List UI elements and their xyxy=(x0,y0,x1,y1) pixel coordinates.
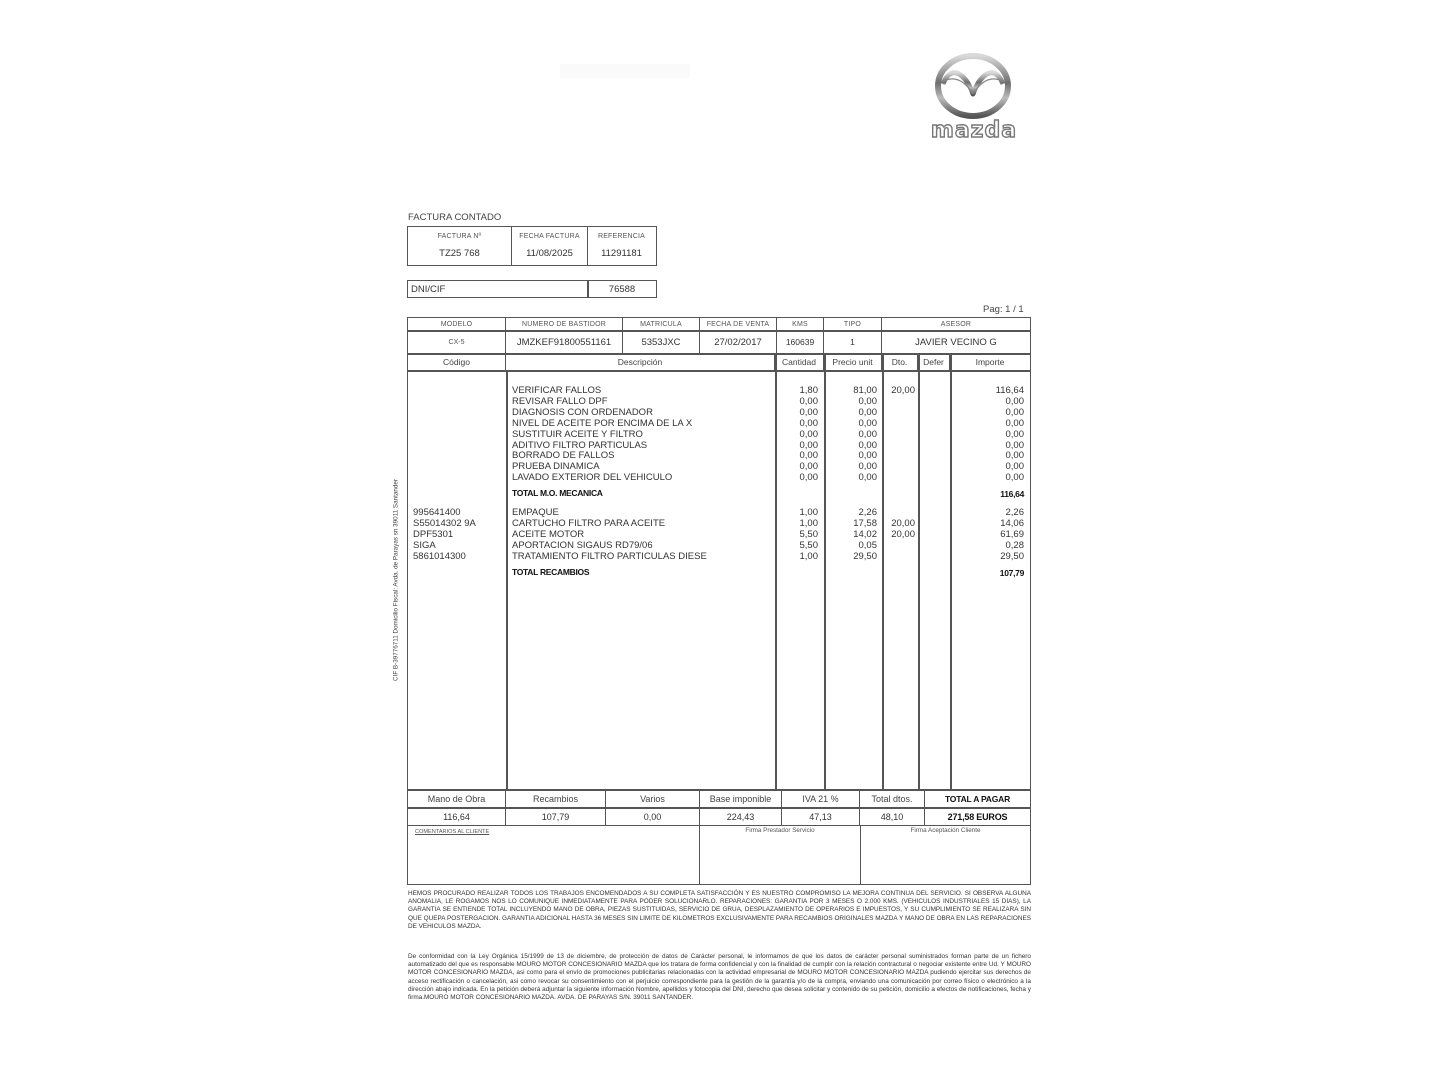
vehicle-header-vin: NUMERO DE BASTIDOR xyxy=(506,318,623,330)
labor-item-row xyxy=(408,472,1030,483)
item-description: TRATAMIENTO FILTRO PARTICULAS DIESE xyxy=(512,550,707,562)
totals-header-taxable-base: Base imponible xyxy=(700,790,782,807)
parts-item-row xyxy=(408,540,1030,551)
col-header-quantity: Cantidad xyxy=(775,354,824,370)
page-number: Pag: 1 / 1 xyxy=(983,304,1024,315)
invoice-number-cell xyxy=(408,227,512,265)
dni-value: 76588 xyxy=(608,284,636,295)
totals-values-row xyxy=(408,808,1030,825)
dni-label: DNI/CIF xyxy=(411,284,446,295)
item-description: CARTUCHO FILTRO PARA ACEITE xyxy=(512,517,666,529)
item-unit-price: 0,00 xyxy=(858,417,877,429)
vehicle-sale-date: 27/02/2017 xyxy=(700,331,777,353)
invoice-type-label: FACTURA CONTADO xyxy=(408,212,502,223)
item-description: REVISAR FALLO DPF xyxy=(512,395,608,407)
item-amount: 0,00 xyxy=(1005,450,1024,462)
warranty-text: HEMOS PROCURADO REALIZAR TODOS LOS TRABAJOS ENCOMENDADOS A SU COMPLETA SATISFACCIÓN Y ES NUESTRO COMPROMISO LA MEJORA CONTINUA DEL SERVICIO. SI OBSERVA ALGUNA ANOMALIA, LE ROGAMOS NOS LO COMUNIQUE INMEDIATAMENTE PARA PODER SOLUCIONARLO. REPARACIONES: GARANTIA POR 3 MESES O 2.000 KMS. (VEHICULOS INDUSTRIALES 15 DIAS), LA GARANTIA SE ENTIENDE TOTAL INCLUYENDO MANO DE OBRA, PIEZAS SUSTITUIDAS, SERVICIO DE GRUA, DESPLAZAMIENTO DE OPERARIOS E IMPUESTOS, Y SU CUMPLIMIENTO SE REALIZARA SIN QUE QUEPA POSTERGACION. GARANTIA ADICIONAL HASTA 36 MESES SIN LIMITE DE KILOMETROS EXCLUSIVAMENTE PARA RECAMBIOS ORIGINALES MAZDA Y MANO DE OBRA EN LAS REPARACIONES DE VEHICULOS MAZDA. xyxy=(408,890,1031,930)
parts-item-row xyxy=(408,518,1030,529)
vehicle-header-model: MODELO xyxy=(408,318,506,330)
col-header-unit-price: Precio unit xyxy=(824,354,882,370)
total-discounts: 48,10 xyxy=(860,808,925,825)
col-header-description: Descripción xyxy=(506,354,775,370)
parts-item-row xyxy=(408,529,1030,540)
total-parts: 107,79 xyxy=(506,808,606,825)
parts-item-row xyxy=(408,507,1030,518)
footer-boxes xyxy=(407,825,1031,885)
item-unit-price: 2,26 xyxy=(858,507,877,518)
taxable-base: 224,43 xyxy=(700,808,782,825)
item-code: 995641400 xyxy=(413,507,461,518)
item-unit-price: 0,00 xyxy=(858,439,877,451)
totals-header-parts: Recambios xyxy=(506,790,606,807)
labor-item-row xyxy=(408,440,1030,451)
item-quantity: 0,00 xyxy=(799,450,818,462)
item-amount: 116,64 xyxy=(995,385,1024,396)
item-description: BORRADO DE FALLOS xyxy=(512,450,615,462)
col-header-code: Código xyxy=(408,354,506,370)
item-amount: 0,00 xyxy=(1005,428,1024,440)
parts-total-label: TOTAL RECAMBIOS xyxy=(512,566,590,577)
item-quantity: 1,80 xyxy=(799,385,818,396)
vehicle-type: 1 xyxy=(824,331,882,353)
labor-item-row xyxy=(408,429,1030,440)
item-quantity: 5,50 xyxy=(799,539,818,551)
totals-header-row xyxy=(408,790,1030,807)
invoice-reference-label: REFERENCIA xyxy=(597,233,646,240)
item-amount: 0,00 xyxy=(1005,417,1024,429)
item-unit-price: 17,58 xyxy=(853,517,877,529)
provider-signature-label: Firma Prestador Servicio xyxy=(745,827,815,834)
item-code: 5861014300 xyxy=(413,550,466,562)
item-amount: 0,00 xyxy=(1005,472,1024,484)
labor-total-label: TOTAL M.O. MECANICA xyxy=(512,488,603,499)
item-unit-price: 29,50 xyxy=(853,550,877,562)
vehicle-kms: 160639 xyxy=(777,331,824,353)
comments-label: COMENTARIOS AL CLIENTE xyxy=(415,829,490,835)
item-description: ADITIVO FILTRO PARTICULAS xyxy=(512,439,648,451)
labor-item-row xyxy=(408,396,1030,407)
item-quantity: 0,00 xyxy=(799,461,818,473)
item-amount: 2,26 xyxy=(1005,507,1024,518)
item-description: VERIFICAR FALLOS xyxy=(512,385,602,396)
divider xyxy=(408,370,1030,372)
totals-header-misc: Varios xyxy=(606,790,700,807)
item-discount: 20,00 xyxy=(891,517,915,529)
item-discount: 20,00 xyxy=(891,528,915,540)
dni-box xyxy=(407,280,657,298)
item-amount: 0,28 xyxy=(1005,539,1024,551)
invoice-number-label: FACTURA Nº xyxy=(437,233,482,240)
totals-header-total-due: TOTAL A PAGAR xyxy=(944,793,1011,804)
labor-item-row xyxy=(408,385,1030,396)
comments-box xyxy=(408,825,700,884)
invoice-date-cell xyxy=(512,227,588,265)
labor-item-row xyxy=(408,461,1030,472)
item-unit-price: 0,00 xyxy=(858,406,877,418)
item-amount: 29,50 xyxy=(1000,550,1024,562)
item-description: APORTACION SIGAUS RD79/06 xyxy=(512,539,653,551)
item-amount: 0,00 xyxy=(1005,439,1024,451)
item-quantity: 0,00 xyxy=(799,406,818,418)
item-unit-price: 0,00 xyxy=(858,428,877,440)
item-amount: 0,00 xyxy=(1005,406,1024,418)
invoice-reference-cell xyxy=(588,227,655,265)
item-unit-price: 81,00 xyxy=(853,385,877,396)
privacy-text: De conformidad con la Ley Orgánica 15/1999 de 13 de diciembre, de protección de datos de Carácter personal, le informamos de que los datos de carácter personal suministrados forman parte de un fichero automatizado del que es responsable MOURO MOTOR CONCESIONARIO MAZDA que los tratara de forma confidencial y con la finalidad de cumplir con la relación contractural o negociar existente entre Ud. Y MOURO MOTOR CONCESIONARIO MAZDA, asi como para el envío de promociones publicitarias relacionadas con la actividad empresarial de MOURO MOTOR CONCESIONARIO MAZDA pudiendo ejercitar sus derechos de acceso rectificación o cancelación, asi como revocar su consentimiento con el perjuicio correspondiente para la gestión de la garantía y/o de la compra, enviando una comunicación por correo físico o electrónico a la dirección abajo indicada. En la petición deberá adjuntar la siguiente información Nombre, apellidos y fotocopia del DNI, derecho que desea solicitar y contenido de su petición, domicilio a efectos de notificaciones, fecha y firma.MOURO MOTOR CONCESIONARIO MAZDA. AVDA. DE PARAYAS S/N. 39011 SANTANDER. xyxy=(408,953,1031,1002)
col-header-amount: Importe xyxy=(975,357,1005,367)
item-amount: 0,00 xyxy=(1005,395,1024,407)
vehicle-header-plate: MATRICULA xyxy=(623,318,700,330)
item-quantity: 0,00 xyxy=(799,472,818,484)
item-code: SIGA xyxy=(413,539,436,551)
vehicle-header-kms: KMS xyxy=(777,318,824,330)
vehicle-plate: 5353JXC xyxy=(623,331,700,353)
item-quantity: 0,00 xyxy=(799,439,818,451)
item-quantity: 1,00 xyxy=(799,550,818,562)
item-code: S55014302 9A xyxy=(413,517,476,529)
totals-header-labor: Mano de Obra xyxy=(408,790,506,807)
vehicle-header-row xyxy=(408,318,1030,330)
vehicle-header-advisor: ASESOR xyxy=(940,320,972,328)
total-labor: 116,64 xyxy=(408,808,506,825)
client-signature-label: Firma Aceptación Cliente xyxy=(910,827,981,834)
invoice-reference: 11291181 xyxy=(601,248,642,259)
total-misc: 0,00 xyxy=(606,808,700,825)
item-quantity: 0,00 xyxy=(799,428,818,440)
mazda-emblem-icon xyxy=(918,48,1028,120)
item-description: ACEITE MOTOR xyxy=(512,528,585,540)
item-unit-price: 0,00 xyxy=(858,461,877,473)
item-quantity: 0,00 xyxy=(799,395,818,407)
scan-artifact xyxy=(560,64,690,78)
vehicle-vin: JMZKEF91800551161 xyxy=(506,331,623,353)
vat-amount: 47,13 xyxy=(782,808,860,825)
total-due: 271,58 EUROS xyxy=(947,811,1008,822)
company-fiscal-info: CIF B-39776711 Domicilio Fiscal: Avda. de Parayas sn 39011 Santander xyxy=(392,479,400,681)
item-quantity: 5,50 xyxy=(799,528,818,540)
labor-item-row xyxy=(408,418,1030,429)
vehicle-values-row xyxy=(408,331,1030,353)
item-code: DPF5301 xyxy=(413,528,454,540)
mazda-logo xyxy=(918,48,1028,148)
col-header-defer: Defer xyxy=(918,354,950,370)
vehicle-header-sale-date: FECHA DE VENTA xyxy=(700,318,777,330)
totals-header-discounts: Total dtos. xyxy=(860,790,925,807)
col-header-discount: Dto. xyxy=(882,354,918,370)
item-unit-price: 0,00 xyxy=(858,472,877,484)
item-quantity: 1,00 xyxy=(799,517,818,529)
provider-signature-box xyxy=(700,825,861,884)
invoice-meta-box xyxy=(407,226,657,266)
invoice-date: 11/08/2025 xyxy=(526,248,573,259)
item-unit-price: 0,05 xyxy=(858,539,877,551)
item-unit-price: 0,00 xyxy=(858,395,877,407)
mazda-wordmark: mazda xyxy=(930,118,1018,143)
totals-header-vat: IVA 21 % xyxy=(782,790,860,807)
parts-total-row xyxy=(408,567,1030,578)
invoice-number: TZ25 768 xyxy=(439,248,480,259)
item-description: LAVADO EXTERIOR DEL VEHICULO xyxy=(512,472,673,484)
item-amount: 61,69 xyxy=(1000,528,1024,540)
labor-total-value: 116,64 xyxy=(1000,489,1024,500)
invoice-date-label: FECHA FACTURA xyxy=(519,233,580,240)
item-quantity: 1,00 xyxy=(799,507,818,518)
item-description: DIAGNOSIS CON ORDENADOR xyxy=(512,406,653,418)
vehicle-model: CX-5 xyxy=(408,331,506,353)
client-signature-box xyxy=(861,825,1030,884)
item-description: SUSTITUIR ACEITE Y FILTRO xyxy=(512,428,643,440)
parts-total-value: 107,79 xyxy=(999,567,1024,578)
item-description: EMPAQUE xyxy=(512,507,559,518)
item-unit-price: 0,00 xyxy=(858,450,877,462)
item-unit-price: 14,02 xyxy=(853,528,877,540)
vehicle-header-type: TIPO xyxy=(824,318,882,330)
items-body xyxy=(408,385,1030,585)
item-description: PRUEBA DINAMICA xyxy=(512,461,600,473)
item-discount: 20,00 xyxy=(891,385,915,396)
item-quantity: 0,00 xyxy=(799,417,818,429)
labor-item-row xyxy=(408,407,1030,418)
item-amount: 14,06 xyxy=(1000,517,1024,529)
items-header-row xyxy=(408,354,1030,370)
vehicle-advisor: JAVIER VECINO G xyxy=(915,336,997,348)
item-description: NIVEL DE ACEITE POR ENCIMA DE LA X xyxy=(512,417,693,429)
item-amount: 0,00 xyxy=(1005,461,1024,473)
parts-item-row xyxy=(408,551,1030,562)
labor-total-row xyxy=(408,488,1030,499)
labor-item-row xyxy=(408,450,1030,461)
